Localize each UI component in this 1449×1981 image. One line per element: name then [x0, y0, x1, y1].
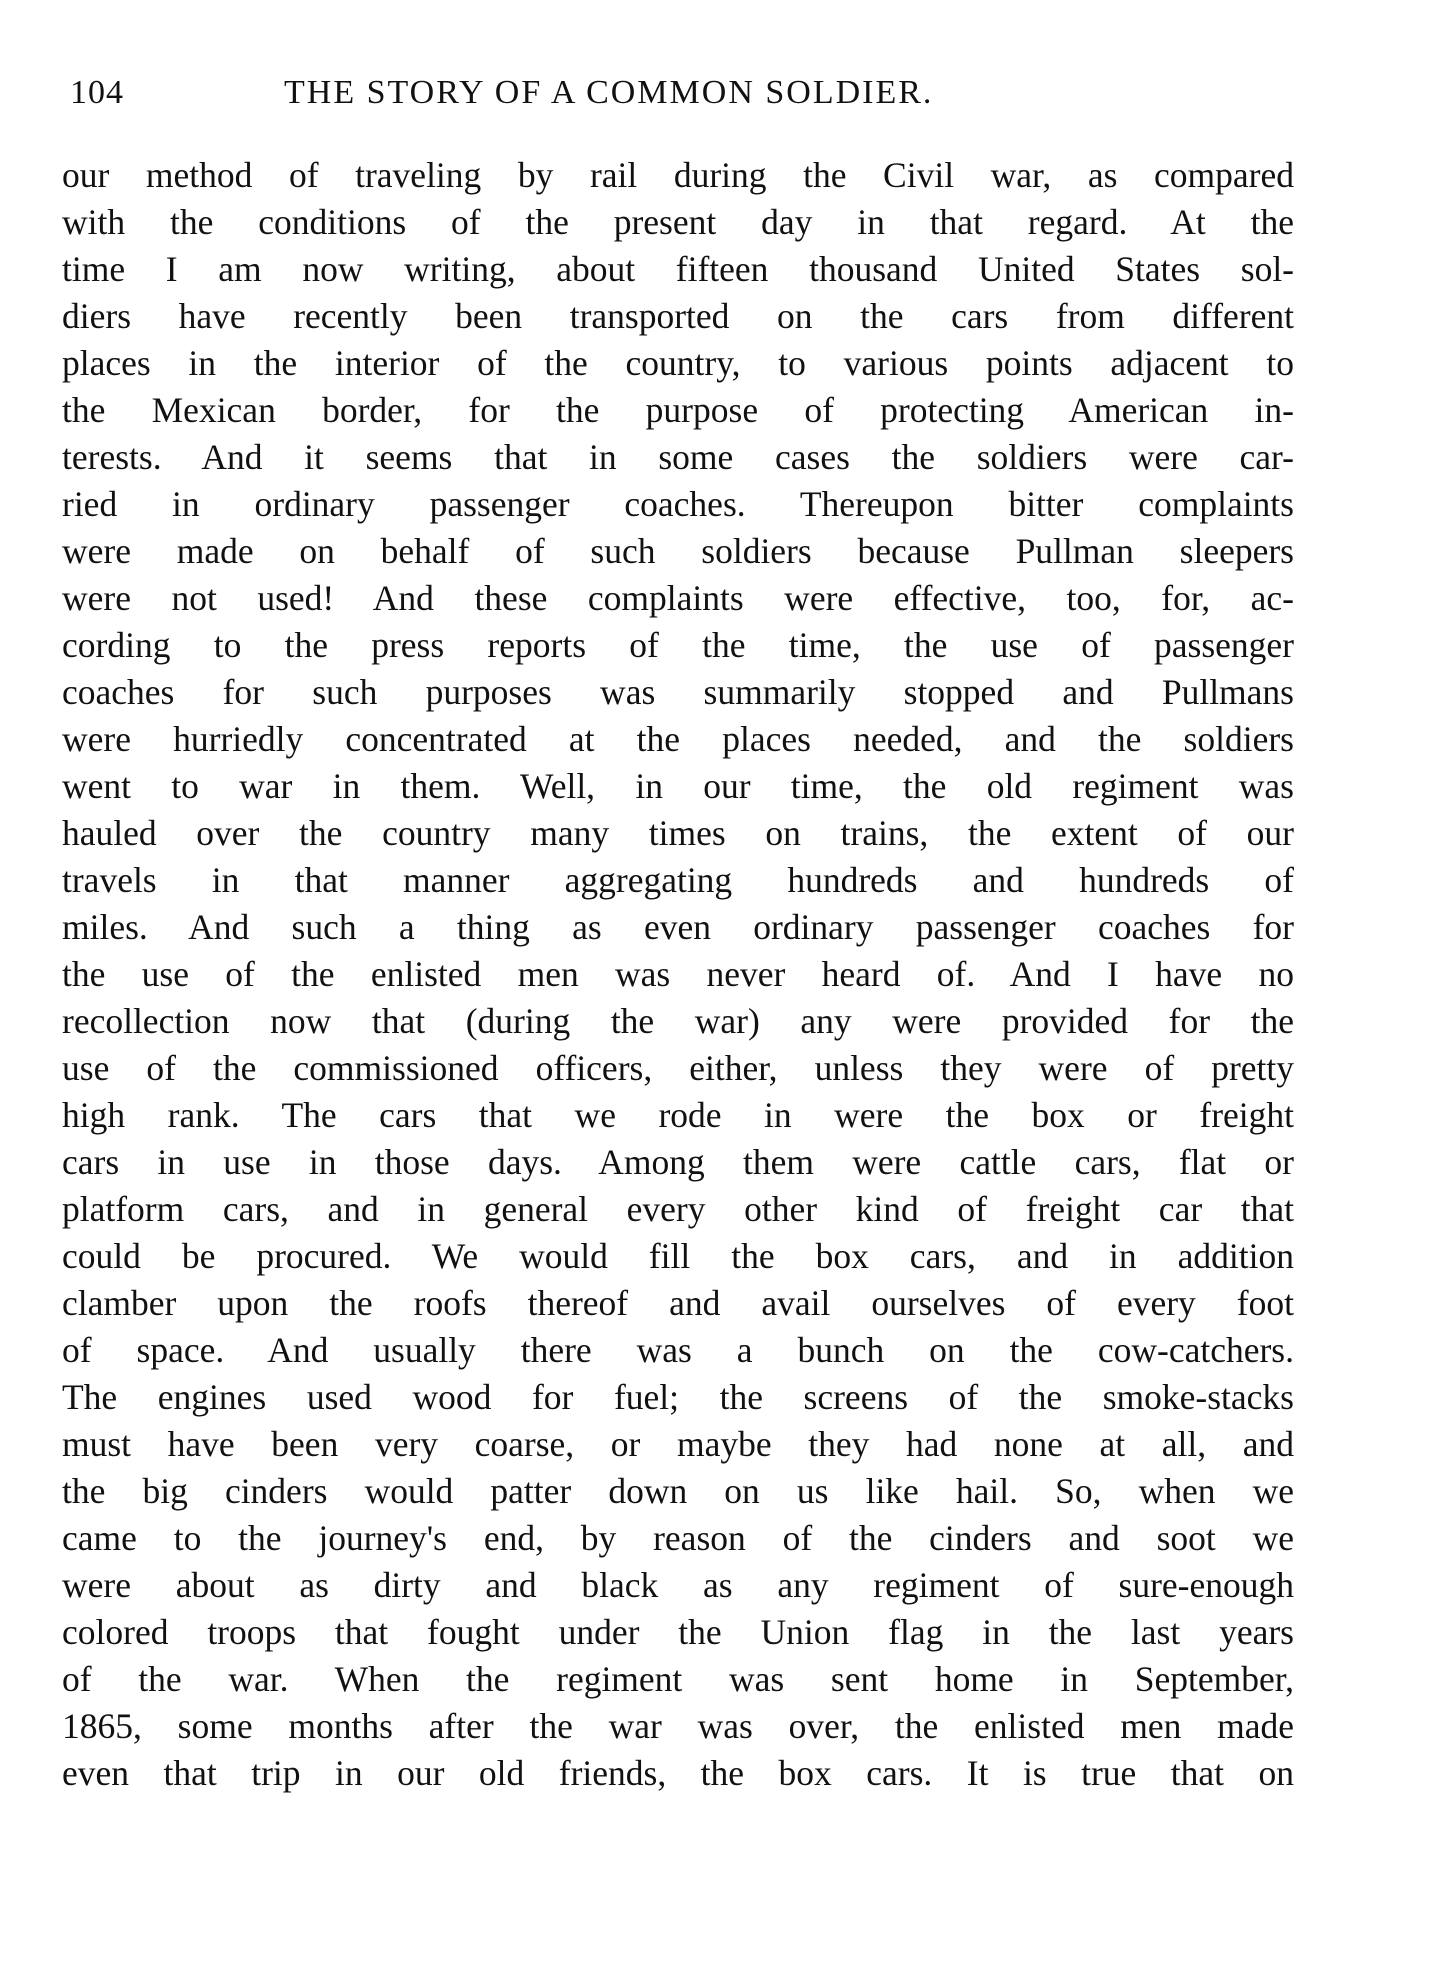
text-line: The engines used wood for fuel; the screens of the smoke-stacks: [62, 1377, 1294, 1417]
text-line: places in the interior of the country, to various points adjacent to: [62, 343, 1294, 383]
text-line: cars in use in those days. Among them were cattle cars, flat or: [62, 1142, 1294, 1182]
text-line: diers have recently been transported on the cars from different: [62, 296, 1294, 336]
text-line: cording to the press reports of the time, the use of passenger: [62, 625, 1294, 665]
text-line: platform cars, and in general every other kind of freight car that: [62, 1189, 1294, 1229]
text-line: were not used! And these complaints were effective, too, for, ac-: [62, 578, 1294, 618]
text-line: use of the commissioned officers, either, unless they were of pretty: [62, 1048, 1294, 1088]
text-line: were hurriedly concentrated at the places needed, and the soldiers: [62, 719, 1294, 759]
page-number: 104: [70, 74, 124, 111]
text-line: the Mexican border, for the purpose of protecting American in-: [62, 390, 1294, 430]
text-line: 1865, some months after the war was over, the enlisted men made: [62, 1706, 1294, 1746]
text-line: even that trip in our old friends, the box cars. It is true that on: [62, 1753, 1294, 1793]
text-line: went to war in them. Well, in our time, the old regiment was: [62, 766, 1294, 806]
running-head: [70, 74, 1300, 134]
text-line: with the conditions of the present day in that regard. At the: [62, 202, 1294, 242]
text-line: the use of the enlisted men was never heard of. And I have no: [62, 954, 1294, 994]
text-line: were made on behalf of such soldiers because Pullman sleepers: [62, 531, 1294, 571]
text-line: ried in ordinary passenger coaches. Thereupon bitter complaints: [62, 484, 1294, 524]
text-line: came to the journey's end, by reason of the cinders and soot we: [62, 1518, 1294, 1558]
text-line: coaches for such purposes was summarily stopped and Pullmans: [62, 672, 1294, 712]
text-line: time I am now writing, about fifteen thousand United States sol-: [62, 249, 1294, 289]
text-line: high rank. The cars that we rode in were the box or freight: [62, 1095, 1294, 1135]
text-line: colored troops that fought under the Union flag in the last years: [62, 1612, 1294, 1652]
text-line: hauled over the country many times on trains, the extent of our: [62, 813, 1294, 853]
text-line: miles. And such a thing as even ordinary passenger coaches for: [62, 907, 1294, 947]
text-line: of the war. When the regiment was sent home in September,: [62, 1659, 1294, 1699]
text-line: could be procured. We would fill the box cars, and in addition: [62, 1236, 1294, 1276]
text-line: terests. And it seems that in some cases the soldiers were car-: [62, 437, 1294, 477]
text-line: our method of traveling by rail during the Civil war, as compared: [62, 155, 1294, 195]
body-text: [62, 152, 1294, 1797]
text-line: were about as dirty and black as any regiment of sure-enough: [62, 1565, 1294, 1605]
running-title: THE STORY OF A COMMON SOLDIER.: [284, 74, 934, 111]
text-line: travels in that manner aggregating hundreds and hundreds of: [62, 860, 1294, 900]
text-line: recollection now that (during the war) any were provided for the: [62, 1001, 1294, 1041]
text-line: the big cinders would patter down on us like hail. So, when we: [62, 1471, 1294, 1511]
text-line: must have been very coarse, or maybe they had none at all, and: [62, 1424, 1294, 1464]
text-line: of space. And usually there was a bunch on the cow-catchers.: [62, 1330, 1294, 1370]
text-line: clamber upon the roofs thereof and avail ourselves of every foot: [62, 1283, 1294, 1323]
